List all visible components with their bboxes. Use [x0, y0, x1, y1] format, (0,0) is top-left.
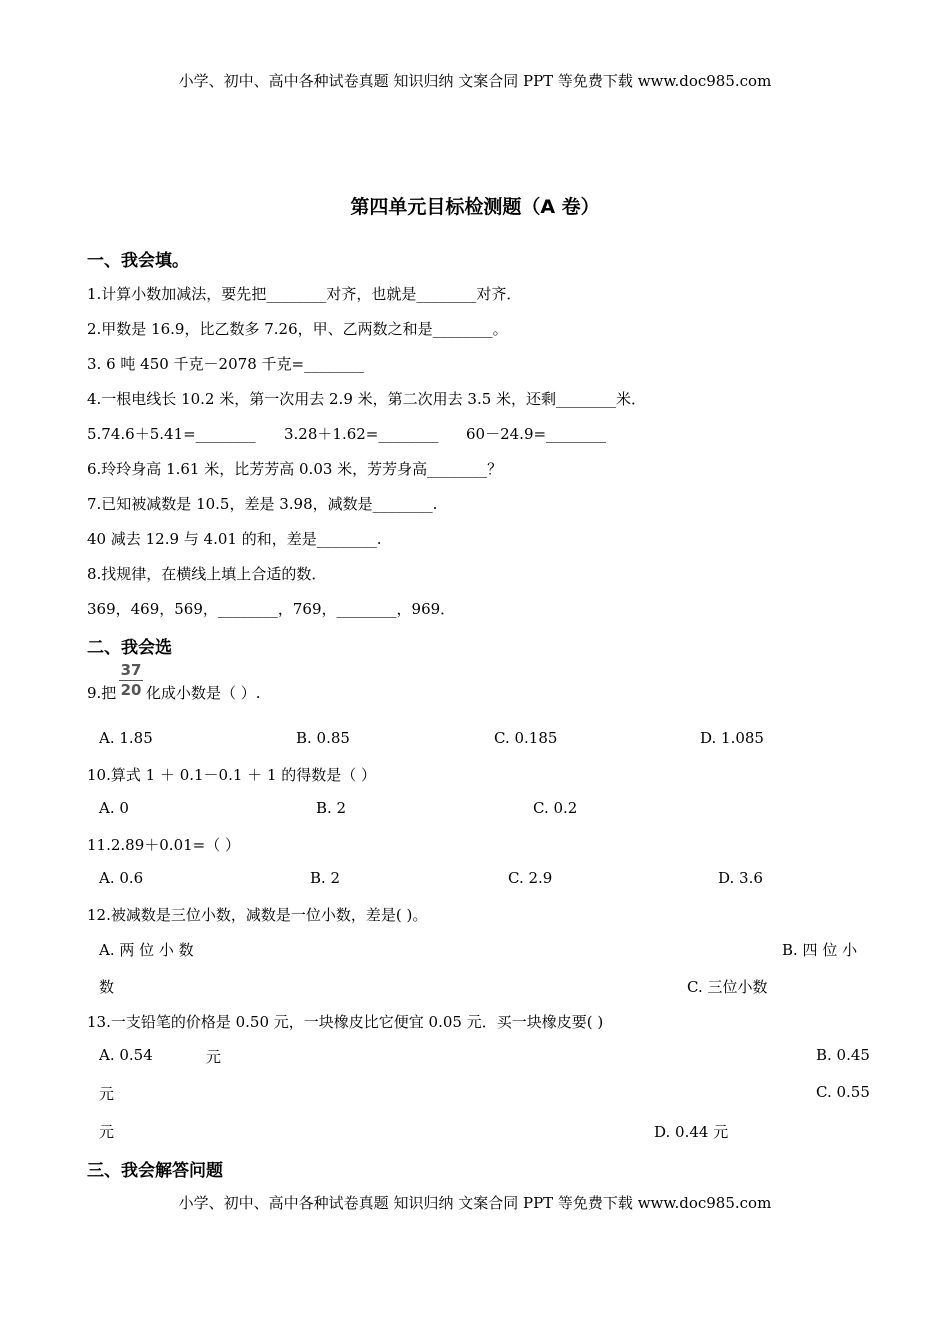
question-11: 11.2.89＋0.01=（ ） — [87, 836, 240, 854]
q9-option-b: B. 0.85 — [296, 729, 350, 747]
q13-option-b: B. 0.45 — [816, 1046, 870, 1064]
question-5a: 5.74.6＋5.41=________ — [87, 425, 256, 443]
question-6: 6.玲玲身高 1.61 米，比芳芳高 0.03 米，芳芳身高________？ — [87, 460, 503, 478]
page-footer: 小学、初中、高中各种试卷真题 知识归纳 文案合同 PPT 等免费下载 www.doc985.com — [178, 1194, 772, 1212]
q13-option-a-unit: 元 — [206, 1048, 222, 1066]
q13-option-c: C. 0.55 — [816, 1083, 870, 1101]
q12-option-c: C. 三位小数 — [687, 978, 768, 996]
question-8b: 369，469，569，________，769，________，969． — [87, 600, 456, 618]
q9-option-c: C. 0.185 — [494, 729, 558, 747]
page-title: 第四单元目标检测题（A 卷） — [350, 196, 600, 218]
fraction-37-20 — [119, 662, 143, 699]
q10-option-b: B. 2 — [316, 799, 347, 817]
q12-option-b: B. 四 位 小 — [782, 941, 858, 959]
q13-option-d: D. 0.44 元 — [654, 1123, 729, 1141]
q13-option-c-unit: 元 — [99, 1123, 115, 1141]
q11-option-a: A. 0.6 — [99, 869, 144, 887]
q11-option-d: D. 3.6 — [718, 869, 763, 887]
question-13: 13.一支铅笔的价格是 0.50 元，一块橡皮比它便宜 0.05 元．买一块橡皮要( ) — [87, 1013, 604, 1031]
q11-option-b: B. 2 — [310, 869, 341, 887]
q10-option-c: C. 0.2 — [533, 799, 578, 817]
question-5c: 60－24.9=________ — [466, 425, 607, 443]
question-5b: 3.28＋1.62=________ — [284, 425, 439, 443]
q11-option-c: C. 2.9 — [508, 869, 553, 887]
q12-option-b-wrap: 数 — [99, 978, 115, 996]
page-header: 小学、初中、高中各种试卷真题 知识归纳 文案合同 PPT 等免费下载 www.doc985.com — [178, 72, 772, 90]
section-heading-answer: 三、我会解答问题 — [87, 1161, 223, 1181]
q9-option-d: D. 1.085 — [700, 729, 764, 747]
fraction-denominator: 20 — [120, 681, 142, 699]
question-10: 10.算式 1 ＋ 0.1－0.1 ＋ 1 的得数是（ ） — [87, 766, 377, 784]
question-2: 2.甲数是 16.9，比乙数多 7.26，甲、乙两数之和是________。 — [87, 320, 508, 338]
section-heading-choice: 二、我会选 — [87, 638, 172, 658]
question-8: 8.找规律，在横线上填上合适的数． — [87, 565, 327, 583]
q13-option-a: A. 0.54 — [99, 1046, 153, 1064]
question-4: 4.一根电线长 10.2 米，第一次用去 2.9 米，第二次用去 3.5 米，还剩________米． — [87, 390, 647, 408]
fraction-numerator: 37 — [120, 661, 142, 679]
question-9-prefix: 9.把 — [87, 684, 117, 702]
question-3: 3. 6 吨 450 千克－2078 千克=________ — [87, 355, 365, 373]
q13-option-b-unit: 元 — [99, 1085, 115, 1103]
q10-option-a: A. 0 — [99, 799, 129, 817]
q12-option-a: A. 两 位 小 数 — [99, 941, 194, 959]
question-7b: 40 减去 12.9 与 4.01 的和，差是________. — [87, 530, 382, 548]
section-heading-fill: 一、我会填。 — [87, 251, 189, 271]
question-1: 1.计算小数加减法，要先把________对齐，也就是________对齐． — [87, 285, 522, 303]
question-7: 7.已知被减数是 10.5，差是 3.98，减数是________. — [87, 495, 438, 513]
q9-option-a: A. 1.85 — [99, 729, 153, 747]
question-12: 12.被减数是三位小数，减数是一位小数，差是( )。 — [87, 906, 428, 924]
question-9-suffix: 化成小数是（ ）. — [146, 684, 261, 702]
